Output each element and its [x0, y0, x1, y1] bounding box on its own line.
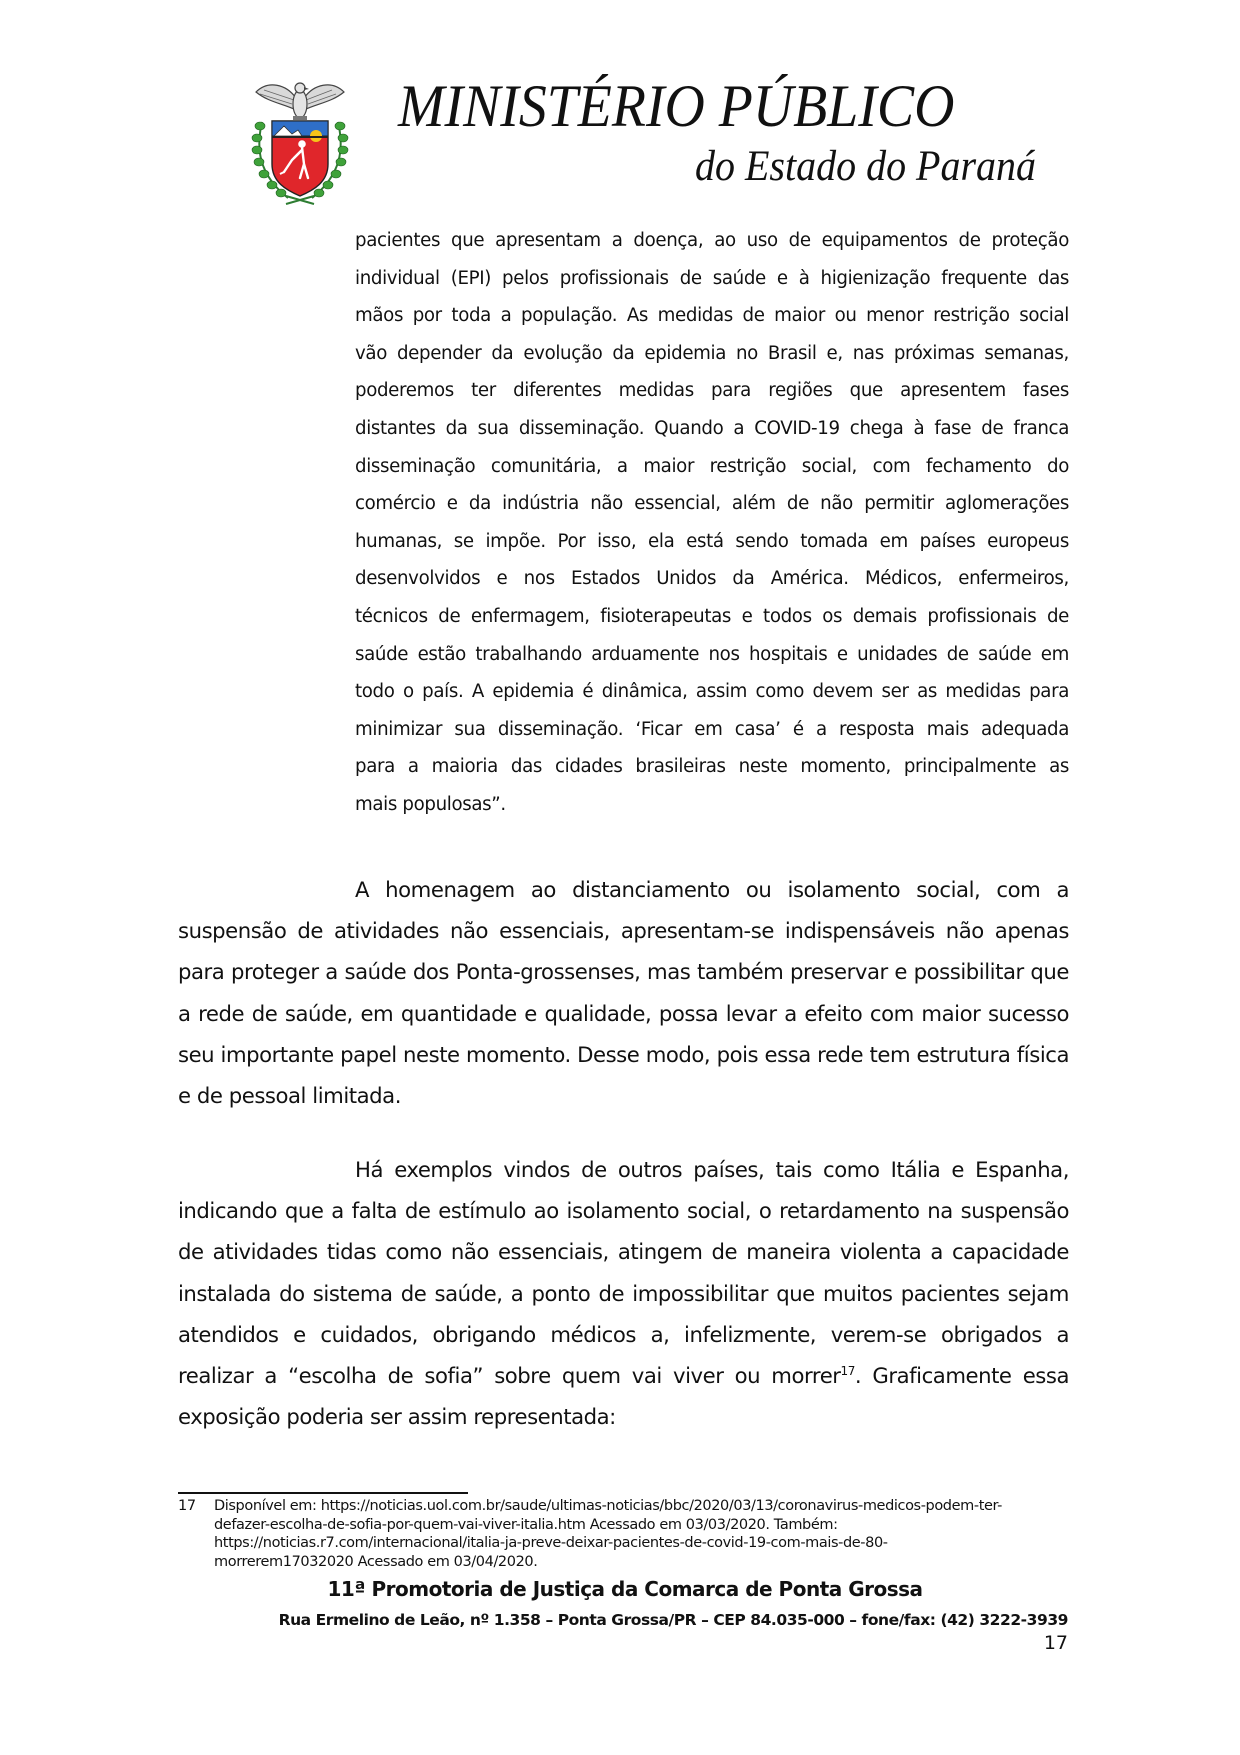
letterhead-title: MINISTÉRIO PÚBLICO [398, 73, 955, 139]
footnote-line[interactable]: https://noticias.r7.com/internacional/italia-ja-preve-deixar-pacientes-de-covid-19-com-mais-de-80- [214, 1535, 888, 1551]
letterhead-subtitle: do Estado do Paraná [695, 143, 1037, 190]
parana-coat-of-arms-icon [248, 78, 352, 206]
quote-line: técnicos de enfermagem, fisioterapeutas e todos os demais profissionais de [355, 605, 1069, 627]
quote-line: comércio e da indústria não essencial, além de não permitir aglomerações [355, 493, 1069, 515]
quote-line: saúde estão trabalhando arduamente nos hospitais e unidades de saúde em [355, 643, 1069, 665]
block-quote [355, 222, 1069, 824]
body-paragraph-2 [178, 1149, 1069, 1437]
quote-line: mãos por toda a população. As medidas de maior ou menor restrição social [355, 305, 1069, 327]
quote-line: para a maioria das cidades brasileiras neste momento, principalmente as [355, 756, 1069, 778]
paragraph-text: Há exemplos vindos de outros países, tais como Itália e Espanha, indicando que a falta de estímulo ao isolamento social, o retardamento na suspensão de atividades tidas como não essenciais, atingem de maneira violenta a capacidade instalada do sistema de saúde, a ponto de impossibilitar que muitos pacientes sejam atendidos e cuidados, obrigando médicos a, infelizmente, verem-se obrigados a realizar a “escolha de sofia” sobre quem vai viver ou morrer [178, 1157, 1069, 1389]
footnote-line[interactable]: defazer-escolha-de-sofia-por-quem-vai-viver-italia.htm Acessado em 03/03/2020. Também: [214, 1516, 838, 1533]
quote-line: minimizar sua disseminação. ‘Ficar em casa’ é a resposta mais adequada [355, 718, 1069, 740]
footer-office: 11ª Promotoria de Justiça da Comarca de Ponta Grossa [327, 1577, 923, 1601]
paragraph-text: . Graficamente essa exposição poderia ser assim representada: [178, 1363, 1069, 1430]
quote-line: mais populosas”. [355, 793, 506, 815]
letterhead [0, 0, 1240, 215]
page-number: 17 [1043, 1632, 1068, 1654]
quote-line: todo o país. A epidemia é dinâmica, assim como devem ser as medidas para [355, 681, 1069, 703]
quote-line: desenvolvidos e nos Estados Unidos da América. Médicos, enfermeiros, [355, 568, 1069, 590]
footnote-separator [178, 1492, 468, 1494]
quote-line: distantes da sua disseminação. Quando a COVID-19 chega à fase de franca [355, 417, 1069, 439]
footnote-reference[interactable]: 17 [840, 1363, 855, 1378]
footer-address: Rua Ermelino de Leão, nº 1.358 – Ponta Grossa/PR – CEP 84.035-000 – fone/fax: (42) 3222-3939 [278, 1611, 1068, 1629]
footnote-line[interactable]: morrerem17032020 Acessado em 03/04/2020. [214, 1553, 538, 1570]
quote-line: disseminação comunitária, a maior restrição social, com fechamento do [355, 455, 1069, 477]
quote-line: individual (EPI) pelos profissionais de saúde e à higienização frequente das [355, 267, 1069, 289]
body-paragraph-1: A homenagem ao distanciamento ou isolamento social, com a suspensão de atividades não essenciais, apresentam-se indispensáveis não apenas para proteger a saúde dos Ponta-grossenses, mas também preservar e possibilitar que a rede de saúde, em quantidade e qualidade, possa levar a efeito com maior sucesso seu importante papel neste momento. Desse modo, pois essa rede tem estrutura física e de pessoal limitada. [178, 877, 1069, 1109]
quote-line: vão depender da evolução da epidemia no Brasil e, nas próximas semanas, [355, 342, 1069, 364]
quote-line: humanas, se impõe. Por isso, ela está sendo tomada em países europeus [355, 530, 1069, 552]
quote-line: pacientes que apresentam a doença, ao uso de equipamentos de proteção [355, 230, 1069, 251]
footnote-line[interactable]: Disponível em: https://noticias.uol.com.br/saude/ultimas-noticias/bbc/2020/03/13/coronavirus-medicos-podem-ter- [214, 1498, 1002, 1514]
quote-line: poderemos ter diferentes medidas para regiões que apresentem fases [355, 380, 1069, 402]
footnote-number: 17 [178, 1498, 196, 1514]
footnote [178, 1497, 1078, 1571]
